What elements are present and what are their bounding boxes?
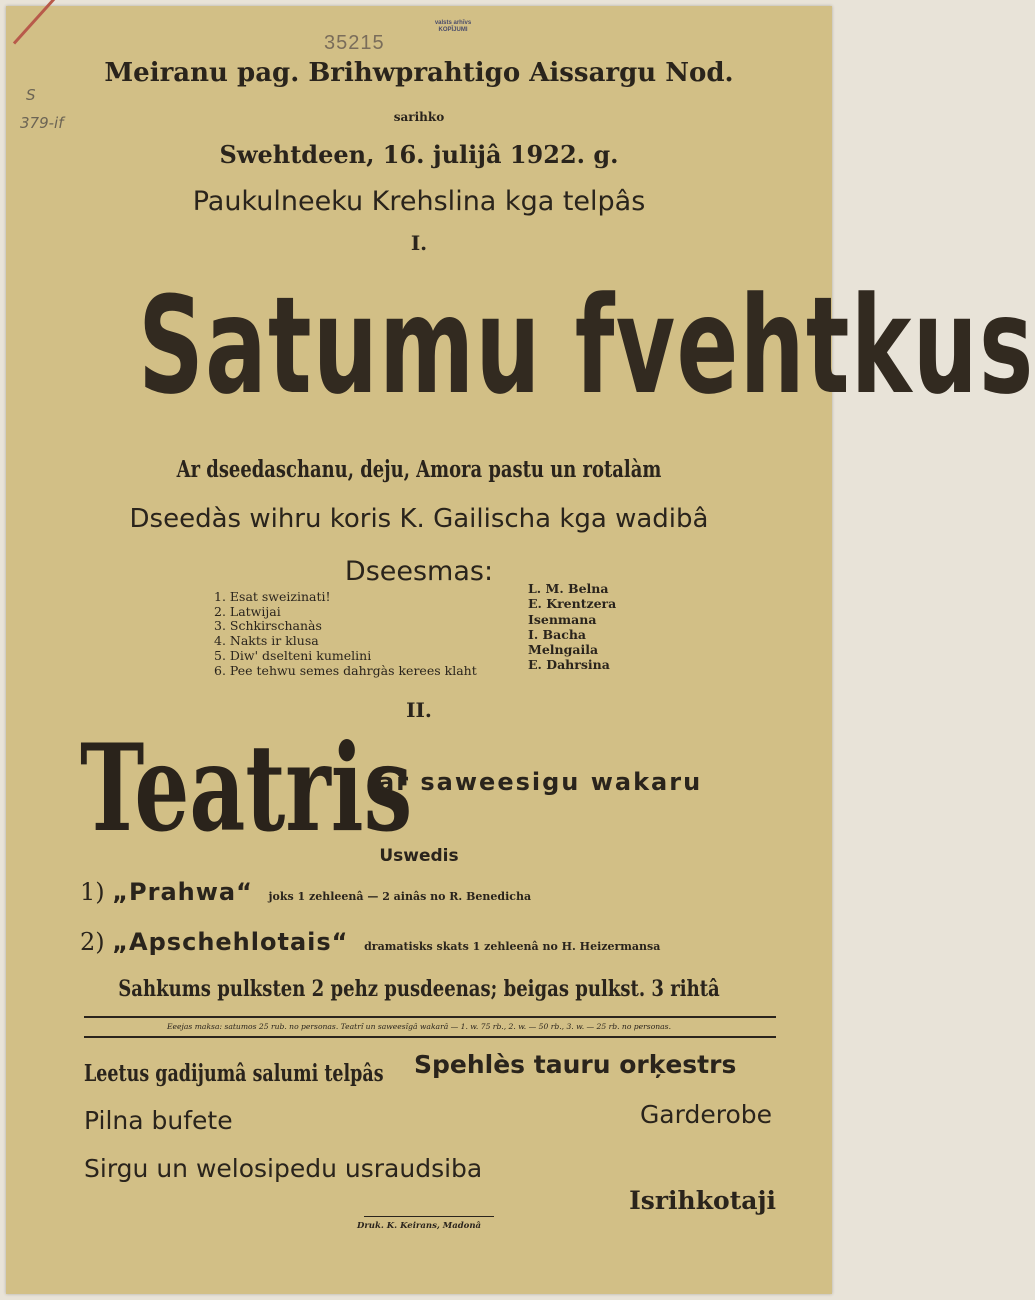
printer-rule	[364, 1216, 494, 1217]
cloakroom-notice: Garderobe	[639, 1100, 772, 1129]
divider-rule	[84, 1036, 776, 1038]
play-title: „Prahwa“	[112, 878, 253, 906]
play-item	[80, 928, 660, 956]
list-item: 4. Nakts ir klusa	[214, 633, 319, 649]
play-number: 2)	[80, 928, 105, 956]
event-time: Sahkums pulksten 2 pehz pusdeenas; beigas pulkst. 3 rihtâ	[118, 976, 720, 1002]
play-description: dramatisks skats 1 zehleenâ no H. Heizermansa	[364, 940, 661, 953]
buffet-notice: Pilna bufete	[84, 1106, 233, 1135]
play-item	[80, 878, 531, 906]
list-item: 2. Latwijai	[214, 603, 281, 619]
list-item: L. M. Belna	[528, 581, 609, 596]
list-item: 6. Pee tehwu semes dahrgàs kerees klaht	[214, 662, 477, 678]
orchestra-notice: Spehlès tauru orķestrs	[414, 1050, 737, 1079]
red-pencil-mark	[13, 0, 66, 45]
list-item: Isenmana	[528, 611, 597, 627]
divider-rule	[84, 1016, 776, 1018]
choir-line: Dseedàs wihru koris K. Gailischa kga wadibâ	[129, 504, 709, 534]
songs-heading: Dseesmas:	[344, 556, 494, 587]
main-title: Satumu fvehtkus	[138, 268, 1035, 424]
part-one-numeral: I.	[410, 231, 428, 255]
pencil-mark-letter: S	[26, 86, 36, 104]
list-item: 3. Schkirschanàs	[214, 618, 322, 634]
song-list	[214, 590, 477, 678]
printer-imprint: Druk. K. Keirans, Madonâ	[356, 1221, 482, 1231]
festival-subtitle: Ar dseedaschanu, deju, Amora pastu un rotalàm	[176, 456, 662, 483]
archive-stamp: valsts arhīvs KOPĪJUMI	[434, 20, 472, 33]
play-description: joks 1 zehleenâ — 2 ainâs no R. Benedicha	[268, 890, 532, 903]
organizer-line: Meiranu pag. Brihwprahtigo Aissargu Nod.	[104, 58, 734, 88]
play-title: „Apschehlotais“	[112, 928, 349, 956]
list-item: I. Bacha	[528, 626, 587, 642]
list-item: 5. Diw' dselteni kumelini	[214, 647, 372, 663]
guarding-notice: Sirgu un welosipedu usraudsiba	[84, 1154, 483, 1183]
organizers-signature: Isrihkotaji	[629, 1186, 776, 1215]
presents-line: sarihko	[393, 110, 445, 124]
theatre-subtitle: ar saweesigu wakaru	[378, 768, 703, 796]
part-two-numeral: II.	[406, 698, 432, 722]
pencil-mark-code: 379-if	[20, 114, 64, 132]
list-item: 1. Esat sweizinati!	[214, 589, 331, 604]
rain-notice: Leetus gadijumâ salumi telpâs	[84, 1060, 384, 1087]
list-item: E. Krentzera	[528, 596, 617, 612]
theatre-title: Teatris	[80, 718, 413, 859]
play-number: 1)	[80, 878, 105, 906]
ticket-prices: Eeejas maksa: satumos 25 rub. no personas. Teatrî un saweesîgâ wakarâ — 1. w. 75 rb., 2. w. — 50 rb., 3. w. — 25 rb. no personas.	[167, 1022, 671, 1031]
composer-list	[528, 581, 616, 673]
plays-heading: Uswedis	[379, 846, 459, 866]
event-date: Swehtdeen, 16. julijâ 1922. g.	[219, 140, 619, 169]
list-item: Melngaila	[528, 642, 599, 658]
archive-number: 35215	[324, 32, 385, 54]
list-item: E. Dahrsina	[528, 657, 610, 673]
event-venue: Paukulneeku Krehslina kga telpâs	[192, 186, 646, 217]
poster-sheet	[6, 6, 1035, 1294]
